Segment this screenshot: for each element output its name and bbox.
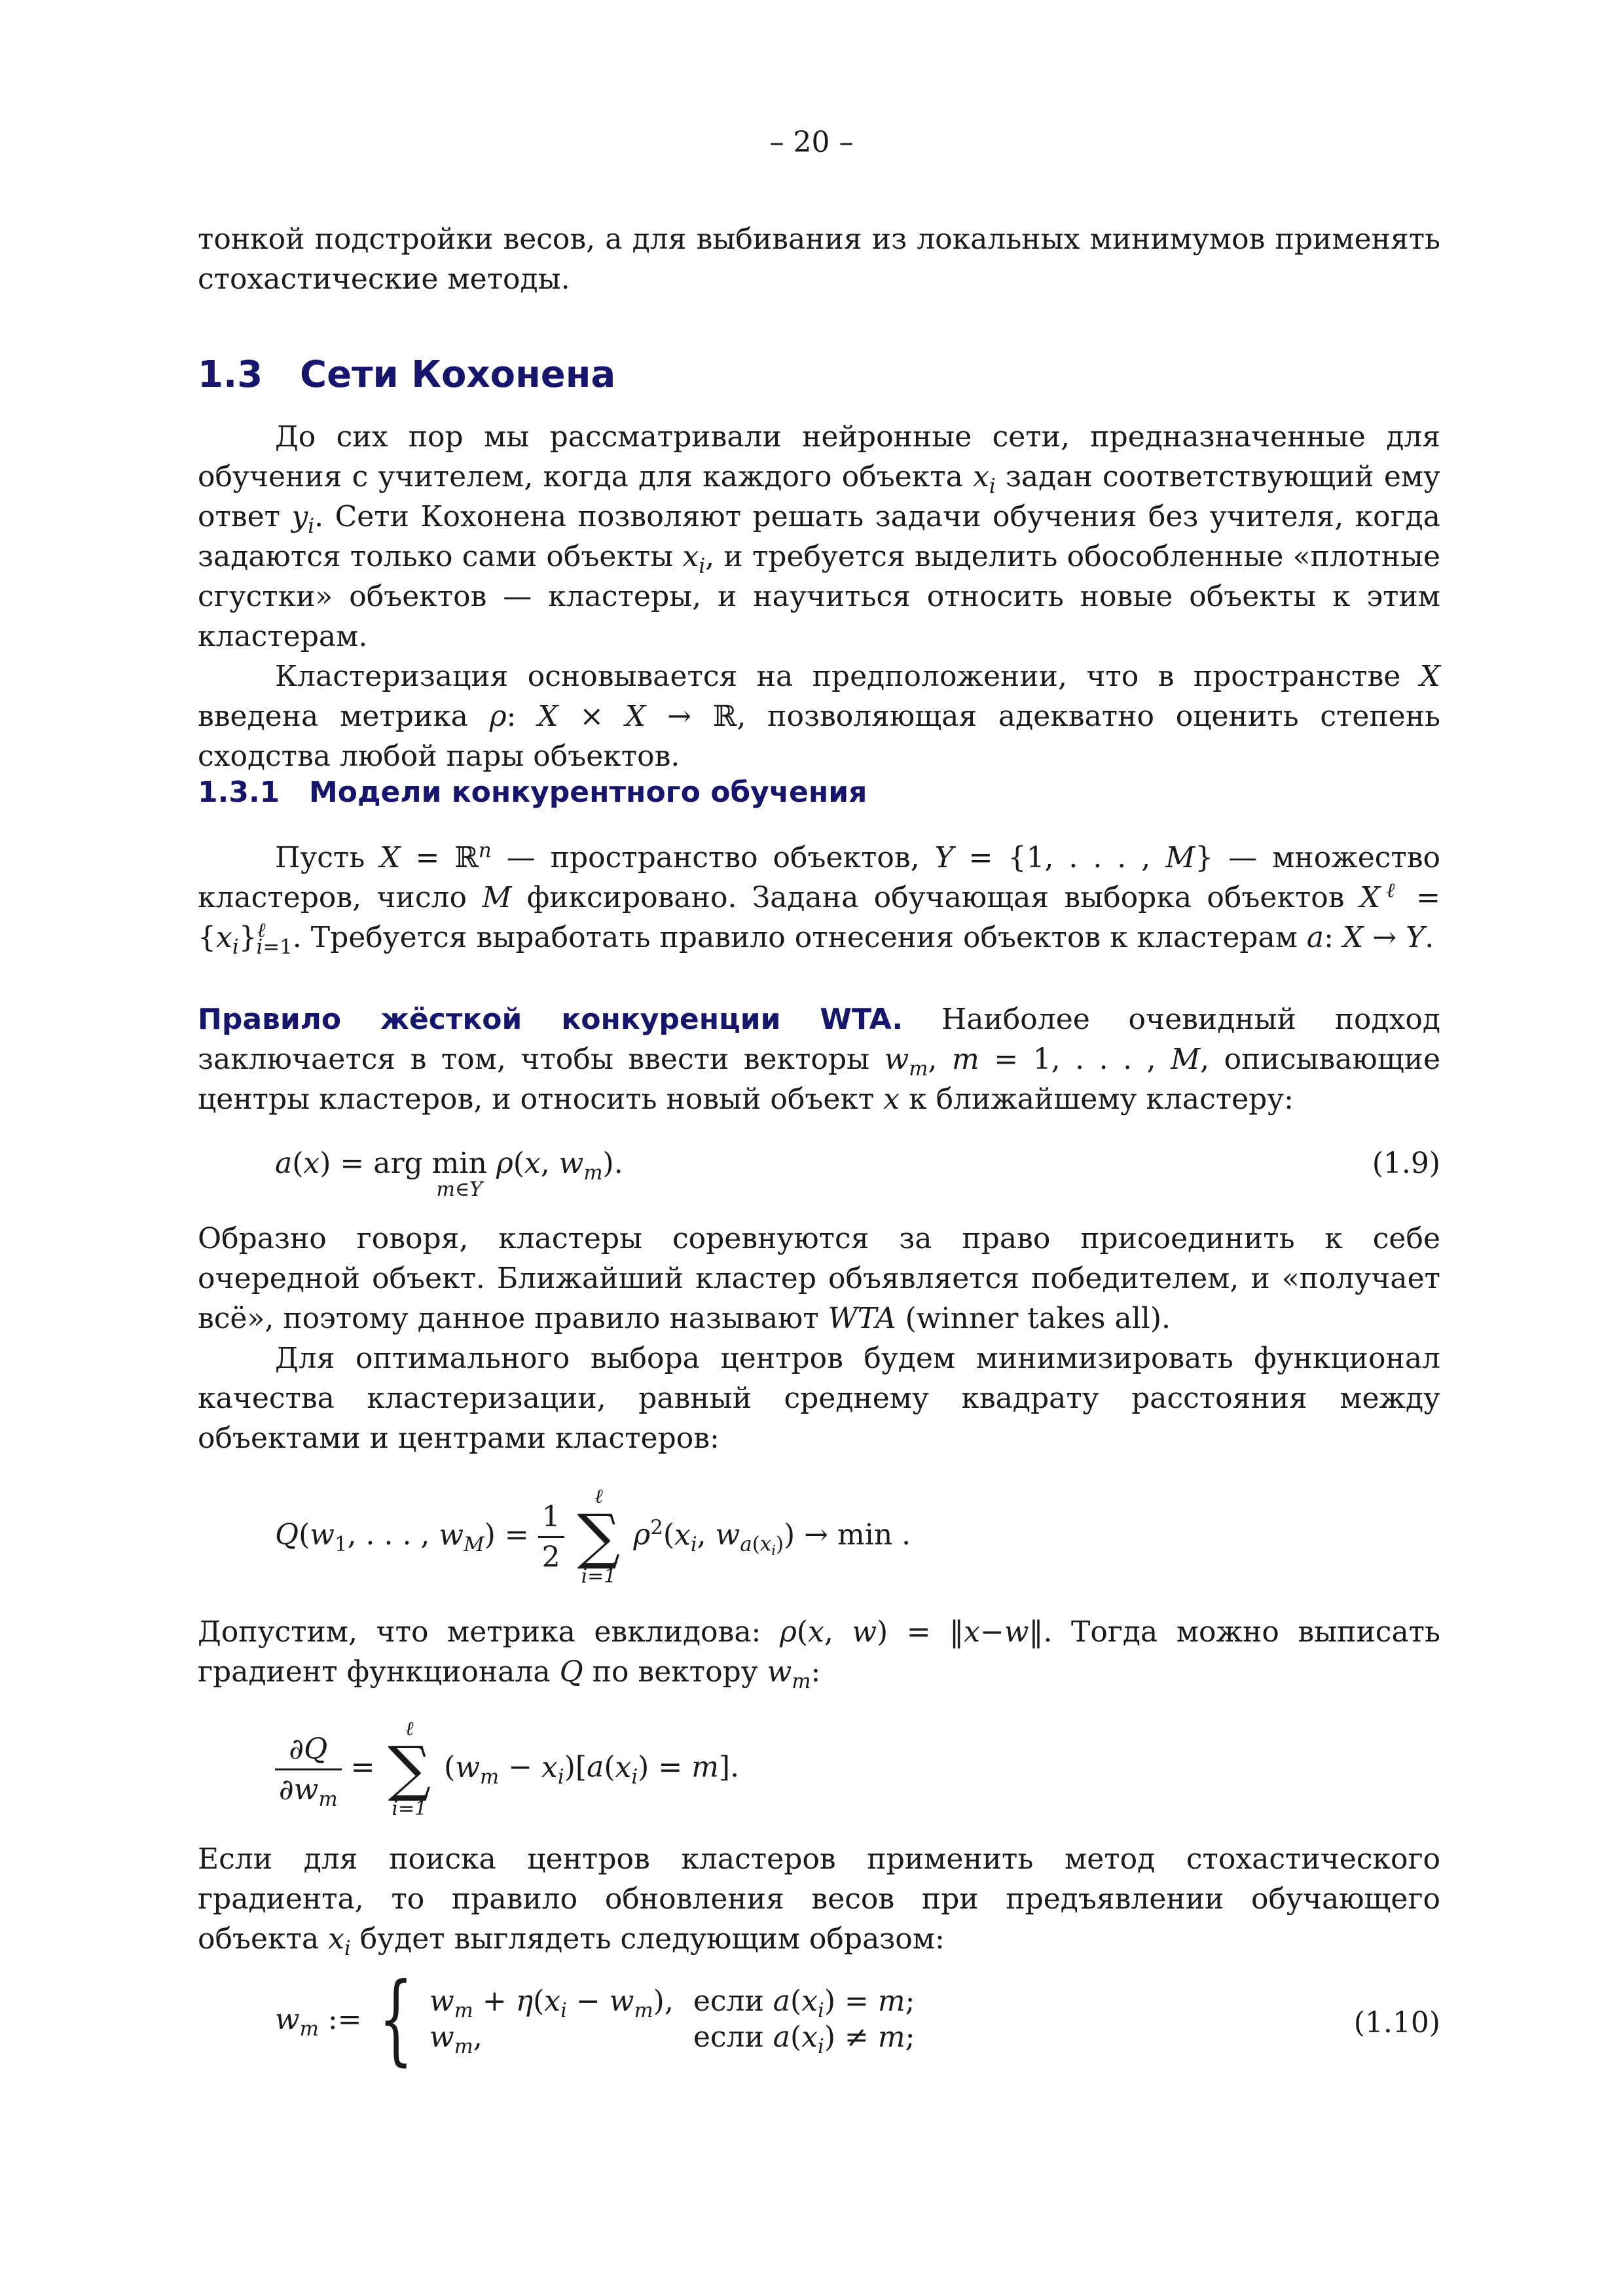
equation-functional-q: $Q(w_1$, . . . , $w_M$) = $\frac{1}{2}$ ℓ ∑ i=1 $\rho^2(x_i$, $w_{a(x_i)}) \to \min$ . xyxy=(275,1485,911,1588)
wta-body xyxy=(198,1219,1440,1458)
intro-paragraph-block xyxy=(198,219,1440,299)
equation-1-10: $w_m$ := { $w_m + \eta(x_i - w_m)$, если $a(x_i) = m$; $w_m$, если $a(x_i) \ne m$; (1.10) xyxy=(275,1962,1440,2076)
wta-heading: Правило жёсткой конкуренции WTA. xyxy=(198,1003,903,1036)
section-paragraph-2: Кластеризация основывается на предположении, что в пространстве X введена метрика ρ: X × X → ℝ, позволяющая адекватно оценить степень сходства любой пары объектов. xyxy=(198,660,1440,773)
section-heading xyxy=(198,353,1440,396)
equation-number-1-10: (1.10) xyxy=(1353,2006,1440,2039)
equation-1-9: a(x) = arg min m∈Y ρ(x, $w_m$). (1.9) xyxy=(275,1147,1440,1201)
subsection-paragraph: Пусть X = ℝ$^n$ — пространство объектов, Y = {1, . . . , M} — множество кластеров, число M фиксировано. Задана обучающая выборка объектов $X^\ell = \{x_i\}^\ell_{i=1}$. Требуется выработать правило отнесения объектов к кластерам a: X → Y. xyxy=(198,838,1441,959)
wta-paragraph-3: Для оптимального выбора центров будем минимизировать функционал качества кластеризации, равный среднему квадрату расстояния между объектами и центрами кластеров: xyxy=(198,1342,1440,1455)
equation-number-1-9: (1.9) xyxy=(1372,1147,1440,1180)
wta-paragraph: Правило жёсткой конкуренции WTA. Наиболее очевидный подход заключается в том, чтобы ввести векторы $w_m$, m = 1, . . . , M, описывающие центры кластеров, и относить новый объект x к ближайшему кластеру: xyxy=(198,1003,1441,1116)
page-number: – 20 – xyxy=(769,126,854,159)
subsection-title: Модели конкурентного обучения xyxy=(309,776,867,809)
wta-block xyxy=(198,999,1440,1119)
section-title: Сети Кохонена xyxy=(300,353,616,396)
equation-gradient: $\frac{\partial Q}{\partial w_m}$ = ℓ ∑ i=1 $(w_m - x_i)[a(x_i) = m]$. xyxy=(275,1718,1440,1820)
sgd-paragraph-block xyxy=(198,1839,1440,1959)
subsection-heading xyxy=(198,776,1440,809)
section-number: 1.3 xyxy=(198,353,263,396)
subsection-body xyxy=(198,838,1440,958)
sgd-paragraph: Если для поиска центров кластеров применить метод стохастического градиента, то правило обновления весов при предъявлении обучающего объекта $x_i$ будет выглядеть следующим образом: xyxy=(198,1842,1440,1960)
metric-paragraph-block xyxy=(198,1612,1440,1692)
intro-paragraph: тонкой подстройки весов, а для выбивания из локальных минимумов применять стохастические методы. xyxy=(198,223,1440,296)
section-body xyxy=(198,417,1440,776)
section-paragraph-1: До сих пор мы рассматривали нейронные сети, предназначенные для обучения с учителем, когда для каждого объекта $x_i$ задан соответствующий ему ответ $y_i$. Сети Кохонена позволяют решать задачи обучения без учителя, когда задаются только сами объекты $x_i$, и требуется выделить обособленные «плотные сгустки» объектов — кластеры, и научиться относить новые объекты к этим кластерам. xyxy=(198,420,1441,653)
metric-paragraph: Допустим, что метрика евклидова: ρ(x, w) = ‖x−w‖. Тогда можно выписать градиент функционала Q по вектору $w_m$: xyxy=(198,1615,1440,1693)
subsection-number: 1.3.1 xyxy=(198,776,280,809)
wta-paragraph-2: Образно говоря, кластеры соревнуются за право присоединить к себе очередной объект. Ближайший кластер объявляется победителем, и «получает всё», поэтому данное правило называют WTA (winner takes all). xyxy=(198,1222,1440,1335)
